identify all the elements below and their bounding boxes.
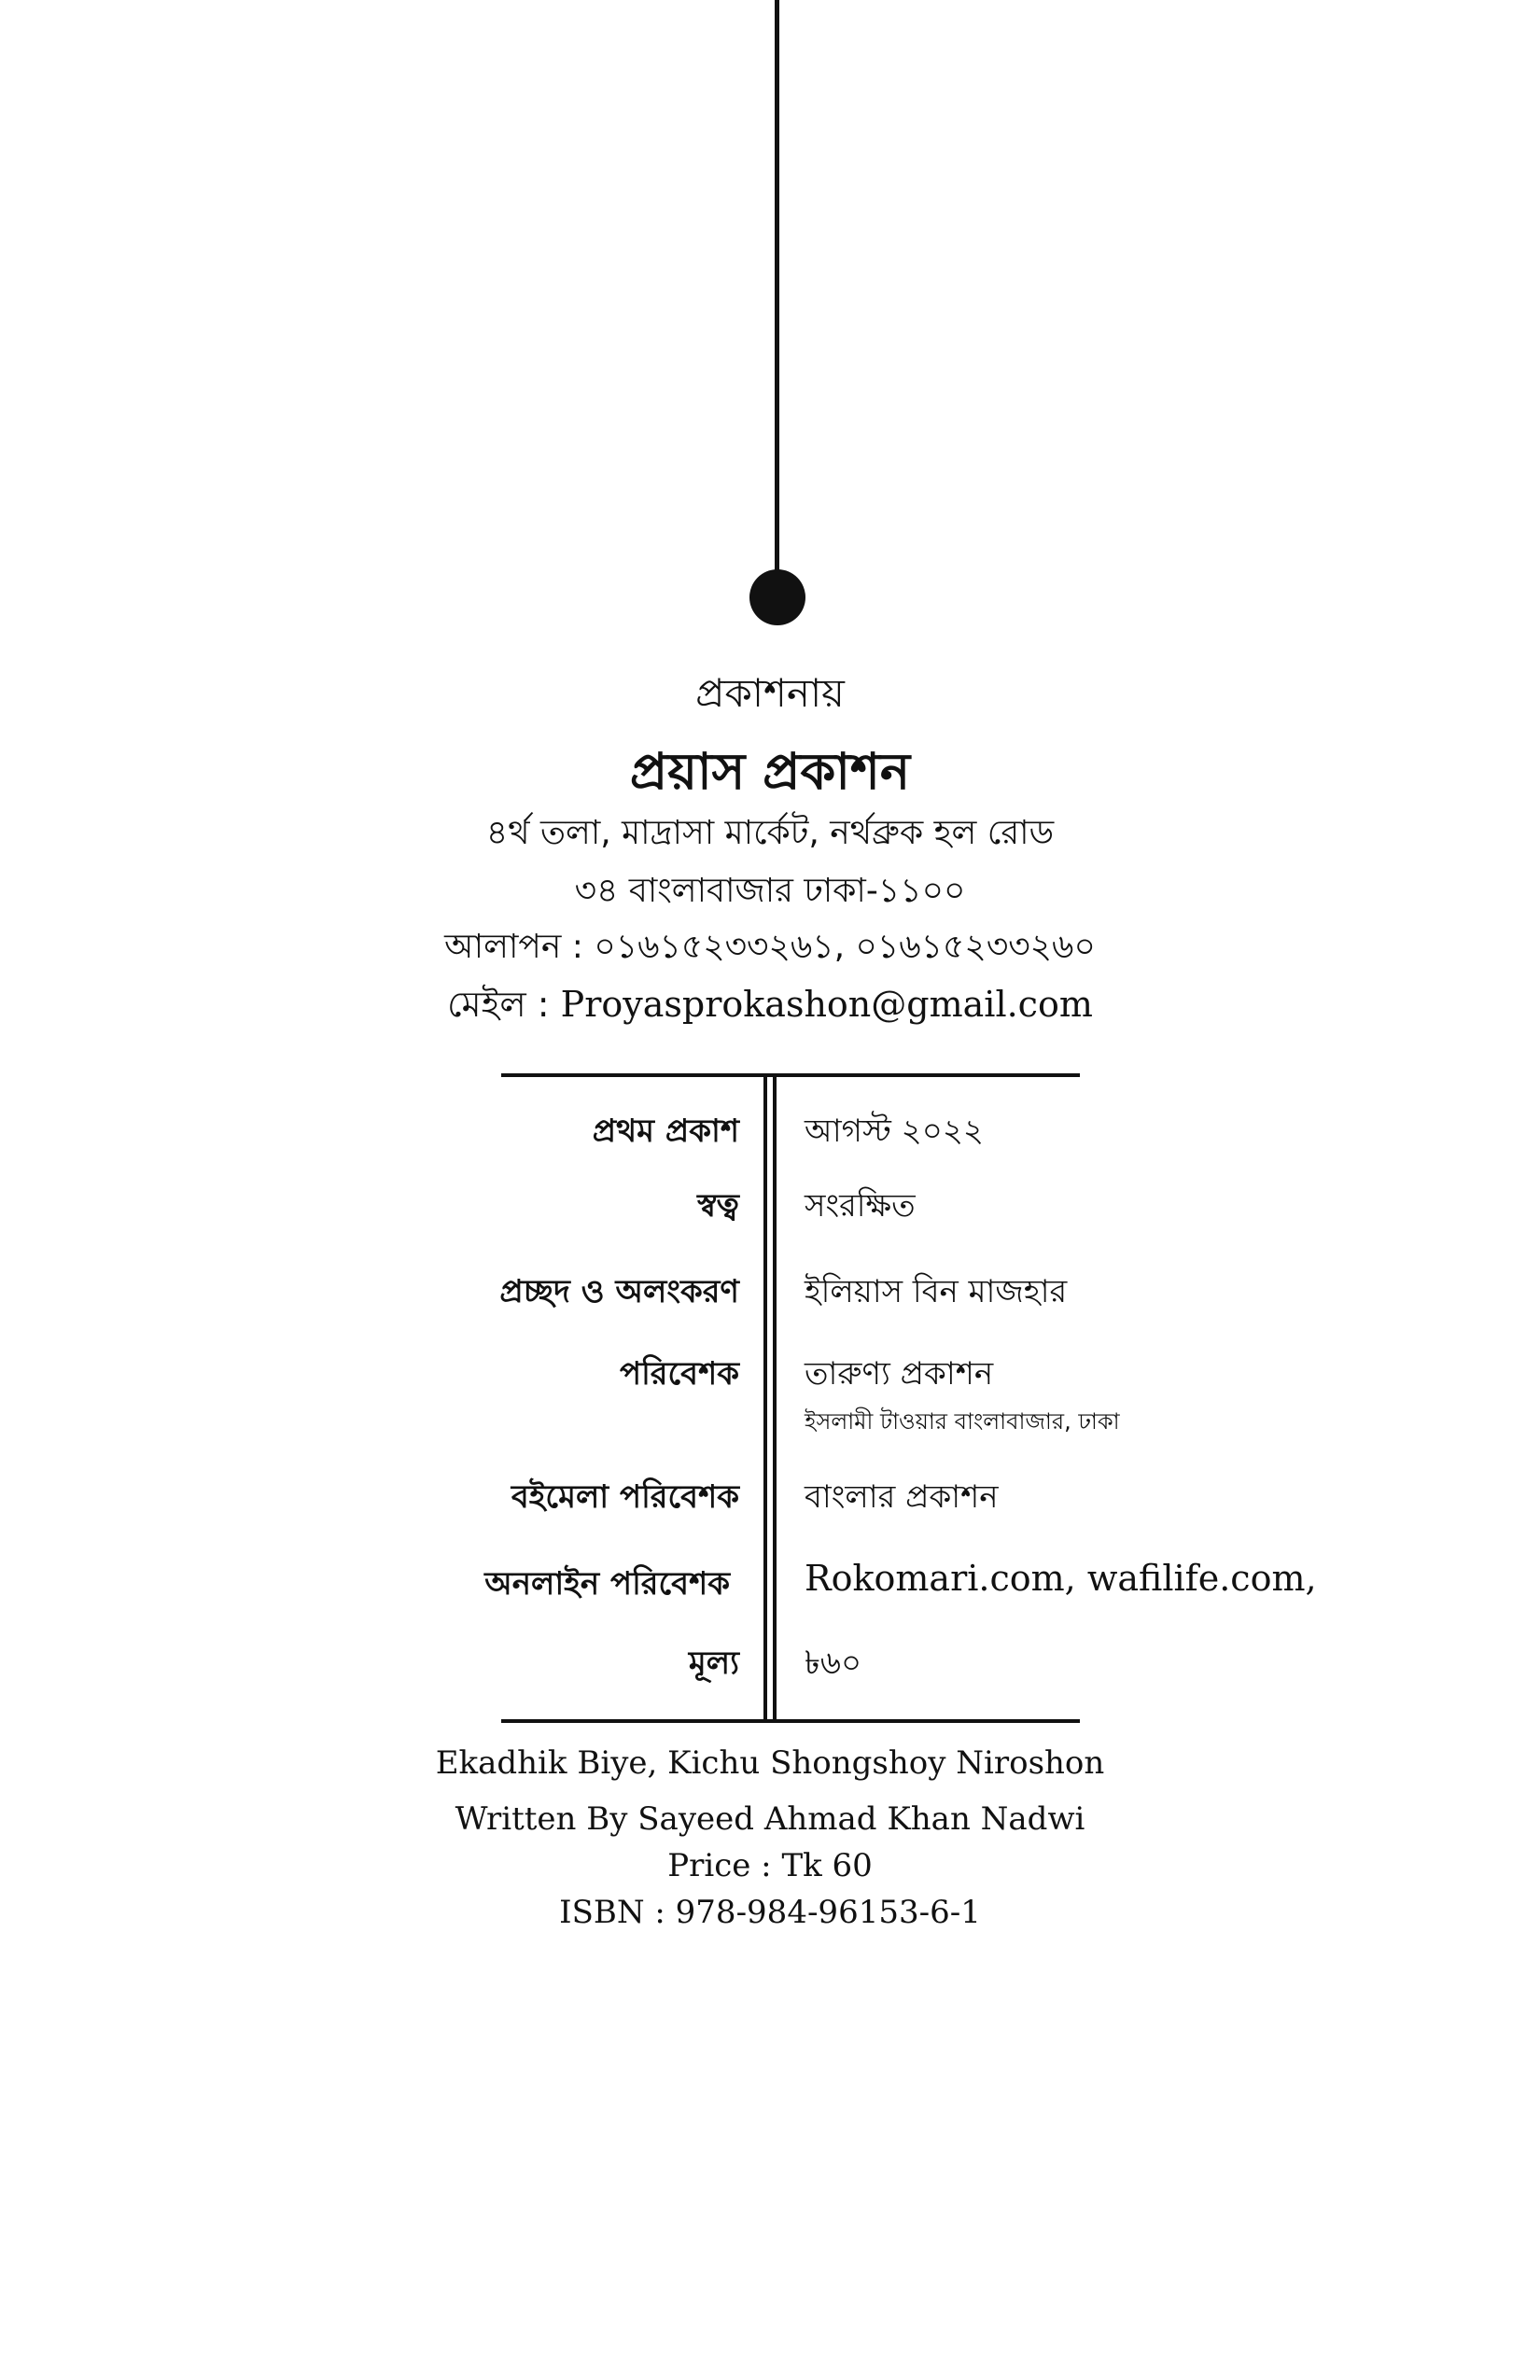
publisher-label: প্রকাশনায় xyxy=(695,670,845,716)
detail-label-online-distributor: অনলাইন পরিবেশক xyxy=(484,1565,730,1603)
publisher-address-line2: ৩৪ বাংলাবাজার ঢাকা-১১০০ xyxy=(574,872,966,910)
hanging-line xyxy=(775,0,779,574)
detail-value-online-distributor: Rokomari.com, wafilife.com, xyxy=(805,1558,1317,1599)
publisher-address-line1: ৪র্থ তলা, মাদ্রাসা মার্কেট, নর্থব্রুক হল রোড xyxy=(485,814,1055,852)
book-isbn: ISBN : 978-984-96153-6-1 xyxy=(559,1894,981,1931)
mail-address: Proyasprokashon@gmail.com xyxy=(560,984,1093,1025)
book-price-english: Price : Tk 60 xyxy=(667,1847,873,1884)
detail-label-distributor: পরিবেশক xyxy=(620,1355,739,1393)
detail-label-fair-distributor: বইমেলা পরিবেশক xyxy=(511,1478,739,1516)
detail-value-cover: ইলিয়াস বিন মাজহার xyxy=(805,1273,1068,1310)
table-top-rule xyxy=(501,1073,1080,1077)
detail-value-price: ৳৬০ xyxy=(805,1645,862,1682)
book-title-english: Ekadhik Biye, Kichu Shongshoy Niroshon xyxy=(435,1744,1105,1782)
table-divider-right xyxy=(773,1073,777,1723)
detail-value-distributor: তারুণ্য প্রকাশন xyxy=(805,1355,994,1393)
table-divider-left xyxy=(763,1073,767,1723)
detail-label-copyright: স্বত্ব xyxy=(697,1187,739,1225)
hanging-dot xyxy=(749,569,805,625)
detail-value-distributor-address: ইসলামী টাওয়ার বাংলাবাজার, ঢাকা xyxy=(805,1408,1120,1435)
publisher-mail xyxy=(0,984,1540,1025)
mail-prefix: মেইল : xyxy=(447,984,561,1025)
table-bottom-rule xyxy=(501,1719,1080,1723)
detail-value-first-edition: আগস্ট ২০২২ xyxy=(805,1113,985,1150)
detail-value-fair-distributor: বাংলার প্রকাশন xyxy=(805,1478,999,1516)
publisher-name: প্রয়াস প্রকাশন xyxy=(629,742,911,801)
detail-label-cover: প্রচ্ছদ ও অলংকরণ xyxy=(499,1273,739,1310)
detail-value-copyright: সংরক্ষিত xyxy=(805,1187,916,1225)
publisher-phone: আলাপন : ০১৬১৫২৩৩২৬১, ০১৬১৫২৩৩২৬০ xyxy=(444,928,1096,966)
book-author-english: Written By Sayeed Ahmad Khan Nadwi xyxy=(455,1800,1085,1838)
detail-label-first-edition: প্রথম প্রকাশ xyxy=(592,1113,739,1150)
detail-label-price: মূল্য xyxy=(688,1645,739,1682)
